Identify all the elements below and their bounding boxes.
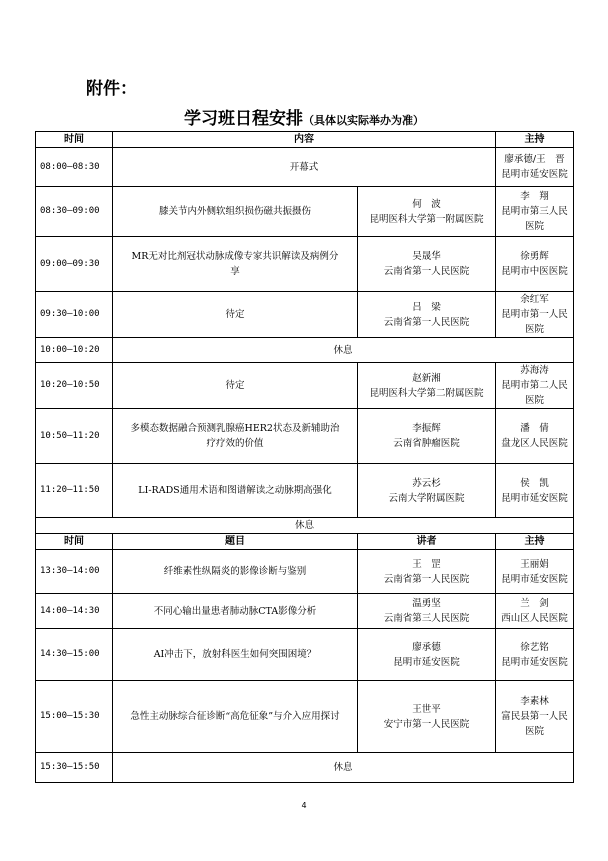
speaker-cell: 廖承德 昆明市延安医院 xyxy=(358,629,496,681)
time-cell: 10:50—11:20 xyxy=(36,409,113,464)
table-row xyxy=(36,550,574,594)
time-cell: 13:30—14:00 xyxy=(36,550,113,594)
topic-cell: MR无对比剂冠状动脉成像专家共识解读及病例分享 xyxy=(113,237,358,292)
header-time: 时间 xyxy=(36,132,113,148)
header-time: 时间 xyxy=(36,534,113,550)
time-cell: 08:00—08:30 xyxy=(36,148,113,187)
topic-cell: LI-RADS通用术语和图谱解读之动脉期高强化 xyxy=(113,464,358,518)
topic-cell: AI冲击下，放射科医生如何突围困境？ xyxy=(113,629,358,681)
time-cell: 15:30—15:50 xyxy=(36,753,113,783)
break-row xyxy=(36,753,574,783)
table-row xyxy=(36,187,574,237)
speaker-cell: 吴晟华 云南省第一人民医院 xyxy=(358,237,496,292)
time-cell: 10:00—10:20 xyxy=(36,338,113,363)
speaker-cell: 苏云杉 云南大学附属医院 xyxy=(358,464,496,518)
lunch-break-cell: 休息 xyxy=(36,518,574,534)
host-cell: 廖承德/王 晋 昆明市延安医院 xyxy=(496,148,574,187)
host-cell: 侯 凯 昆明市延安医院 xyxy=(496,464,574,518)
time-cell: 09:00—09:30 xyxy=(36,237,113,292)
header-host: 主持 xyxy=(496,534,574,550)
header-content: 内容 xyxy=(113,132,496,148)
time-cell: 09:30—10:00 xyxy=(36,292,113,338)
topic-cell: 不同心输出量患者肺动脉CTA影像分析 xyxy=(113,594,358,629)
topic-cell: 多模态数据融合预测乳腺癌HER2状态及新辅助治疗疗效的价值 xyxy=(113,409,358,464)
table-row xyxy=(36,681,574,753)
page-title: 学习班日程安排 xyxy=(184,109,303,129)
title-note: （具体以实际举办为准） xyxy=(303,114,424,127)
host-cell: 苏海涛 昆明市第二人民医院 xyxy=(496,363,574,409)
host-cell: 徐艺铭 昆明市延安医院 xyxy=(496,629,574,681)
header-topic: 题目 xyxy=(113,534,358,550)
table-row xyxy=(36,409,574,464)
table-row xyxy=(36,363,574,409)
title-block xyxy=(0,104,608,129)
attachment-label: 附件： xyxy=(86,79,137,99)
time-cell: 11:20—11:50 xyxy=(36,464,113,518)
table-row xyxy=(36,594,574,629)
speaker-cell: 王 罡 云南省第一人民医院 xyxy=(358,550,496,594)
speaker-cell: 赵新湘 昆明医科大学第二附属医院 xyxy=(358,363,496,409)
morning-header-row xyxy=(36,132,574,148)
speaker-cell: 李振辉 云南省肿瘤医院 xyxy=(358,409,496,464)
host-cell: 王丽娟 昆明市延安医院 xyxy=(496,550,574,594)
host-cell: 李素林 富民县第一人民医院 xyxy=(496,681,574,753)
topic-cell: 纤维素性纵隔炎的影像诊断与鉴别 xyxy=(113,550,358,594)
time-cell: 14:30—15:00 xyxy=(36,629,113,681)
host-cell: 兰 剑 西山区人民医院 xyxy=(496,594,574,629)
schedule-table xyxy=(35,131,574,783)
speaker-cell: 何 波 昆明医科大学第一附属医院 xyxy=(358,187,496,237)
topic-cell: 待定 xyxy=(113,363,358,409)
host-cell: 徐勇辉 昆明市中医医院 xyxy=(496,237,574,292)
speaker-cell: 王世平 安宁市第一人民医院 xyxy=(358,681,496,753)
time-cell: 08:30—09:00 xyxy=(36,187,113,237)
topic-cell: 待定 xyxy=(113,292,358,338)
table-row xyxy=(36,148,574,187)
break-row xyxy=(36,338,574,363)
time-cell: 14:00—14:30 xyxy=(36,594,113,629)
page-number: 4 xyxy=(301,801,307,810)
table-row xyxy=(36,629,574,681)
break-cell: 休息 xyxy=(113,338,574,363)
topic-cell: 膝关节内外侧软组织损伤磁共振摄伤 xyxy=(113,187,358,237)
time-cell: 15:00—15:30 xyxy=(36,681,113,753)
afternoon-header-row xyxy=(36,534,574,550)
topic-cell: 急性主动脉综合征诊断“高危征象”与介入应用探讨 xyxy=(113,681,358,753)
host-cell: 李 翔 昆明市第三人民医院 xyxy=(496,187,574,237)
time-cell: 10:20—10:50 xyxy=(36,363,113,409)
table-row xyxy=(36,292,574,338)
speaker-cell: 温勇坚 云南省第三人民医院 xyxy=(358,594,496,629)
host-cell: 余红军 昆明市第一人民医院 xyxy=(496,292,574,338)
lunch-break-row xyxy=(36,518,574,534)
break-cell: 休息 xyxy=(113,753,574,783)
speaker-cell: 吕 梁 云南省第一人民医院 xyxy=(358,292,496,338)
host-cell: 潘 倩 盘龙区人民医院 xyxy=(496,409,574,464)
header-speaker: 讲者 xyxy=(358,534,496,550)
table-row xyxy=(36,237,574,292)
topic-cell: 开幕式 xyxy=(113,148,496,187)
table-row xyxy=(36,464,574,518)
header-host: 主持 xyxy=(496,132,574,148)
